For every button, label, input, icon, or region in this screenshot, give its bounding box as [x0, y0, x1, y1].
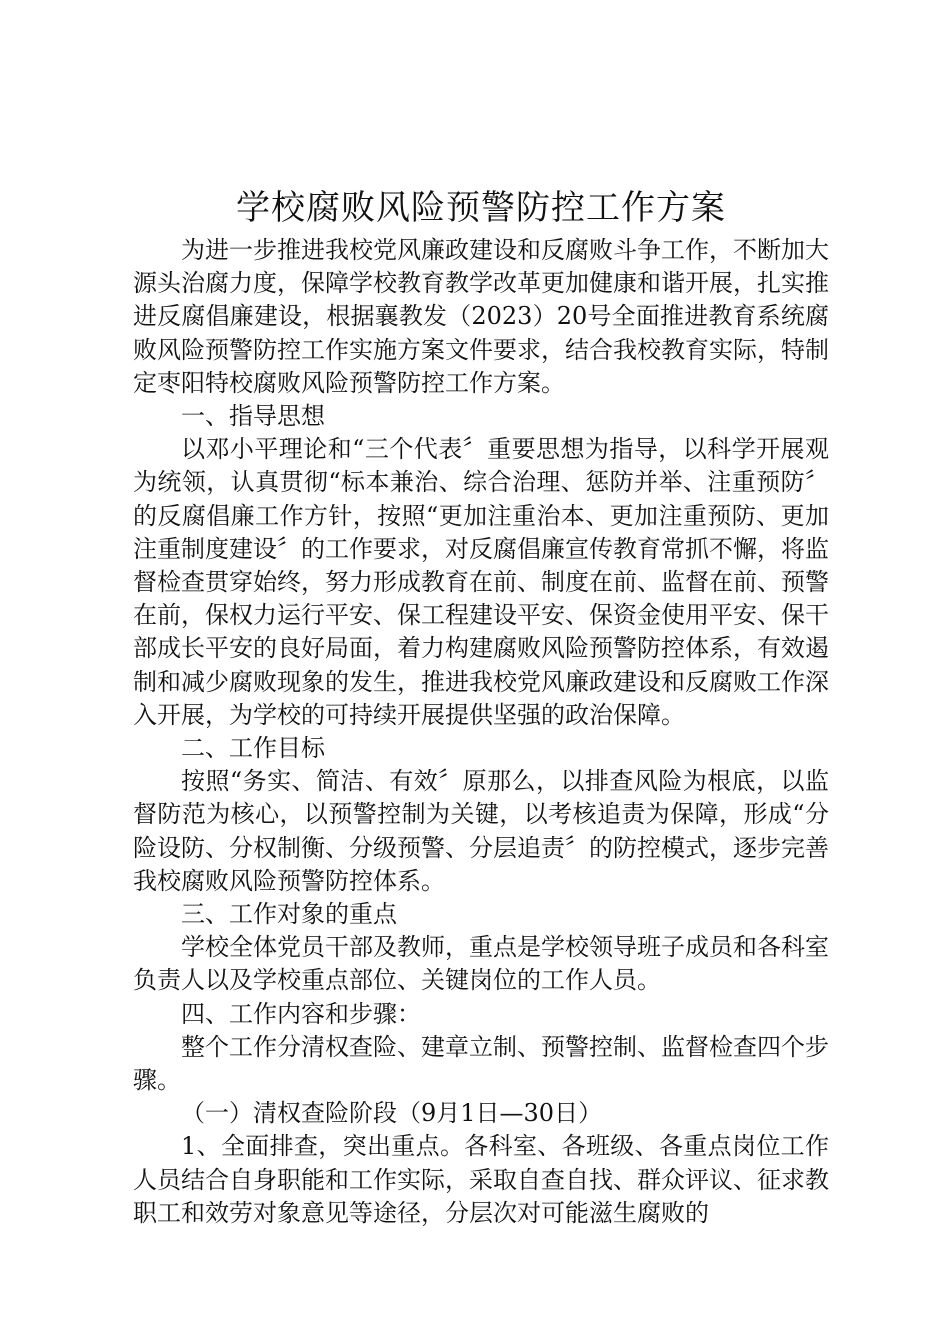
document-title: 学校腐败风险预警防控工作方案: [236, 188, 726, 228]
guiding-ideology-paragraph: 以邓小平理论和“三个代表〞重要思想为指导，以科学开展观为统领，认真贯彻“标本兼治、综合治理、惩防并举、注重预防〞的反腐倡廉工作方针，按照“更加注重治本、更加注重预防、更加注重制度建设〞的工作要求，对反腐倡廉宣传教育常抓不懈，将监督检查贯穿始终，努力形成教育在前、制度在前、监督在前、预警在前，保权力运行平安、保工程建设平安、保资金使用平安、保干部成长平安的良好局面，着力构建腐败风险预警防控体系，有效遏制和减少腐败现象的发生，推进我校党风廉政建设和反腐败工作深入开展，为学校的可持续开展提供坚强的政治保障。: [133, 435, 829, 729]
work-goals-paragraph: 按照“务实、简洁、有效〞原那么，以排查风险为根底，以监督防范为核心，以预警控制为关键，以考核追责为保障，形成“分险设防、分权制衡、分级预警、分层追责〞的防控模式，逐步完善我校腐败风险预警防控体系。: [133, 767, 829, 895]
section-heading-content-steps: 四、工作内容和步骤：: [181, 999, 421, 1028]
document-page: [133, 182, 829, 1230]
section-heading-work-goals: 二、工作目标: [181, 734, 325, 763]
intro-paragraph: 为进一步推进我校党风廉政建设和反腐败斗争工作，不断加大源头治腐力度，保障学校教育教学改革更加健康和谐开展，扎实推进反腐倡廉建设，根据襄教发（2023）20号全面推进教育系统腐败风险预警防控工作实施方案文件要求，结合我校教育实际，特制定枣阳特校腐败风险预警防控工作方案。: [133, 236, 829, 397]
section-heading-guiding-ideology: 一、指导思想: [181, 402, 325, 431]
stage-one-paragraph: 1、全面排查，突出重点。各科室、各班级、各重点岗位工作人员结合自身职能和工作实际，采取自查自找、群众评议、征求教职工和效劳对象意见等途径，分层次对可能滋生腐败的: [133, 1132, 829, 1227]
subsection-heading-stage-one: （一）清权查险阶段（9月1日—30日）: [181, 1099, 603, 1128]
section-heading-work-targets: 三、工作对象的重点: [181, 900, 397, 929]
content-steps-paragraph: 整个工作分清权查险、建章立制、预警控制、监督检查四个步骤。: [133, 1032, 829, 1095]
work-targets-paragraph: 学校全体党员干部及教师，重点是学校领导班子成员和各科室负责人以及学校重点部位、关键岗位的工作人员。: [133, 933, 829, 995]
